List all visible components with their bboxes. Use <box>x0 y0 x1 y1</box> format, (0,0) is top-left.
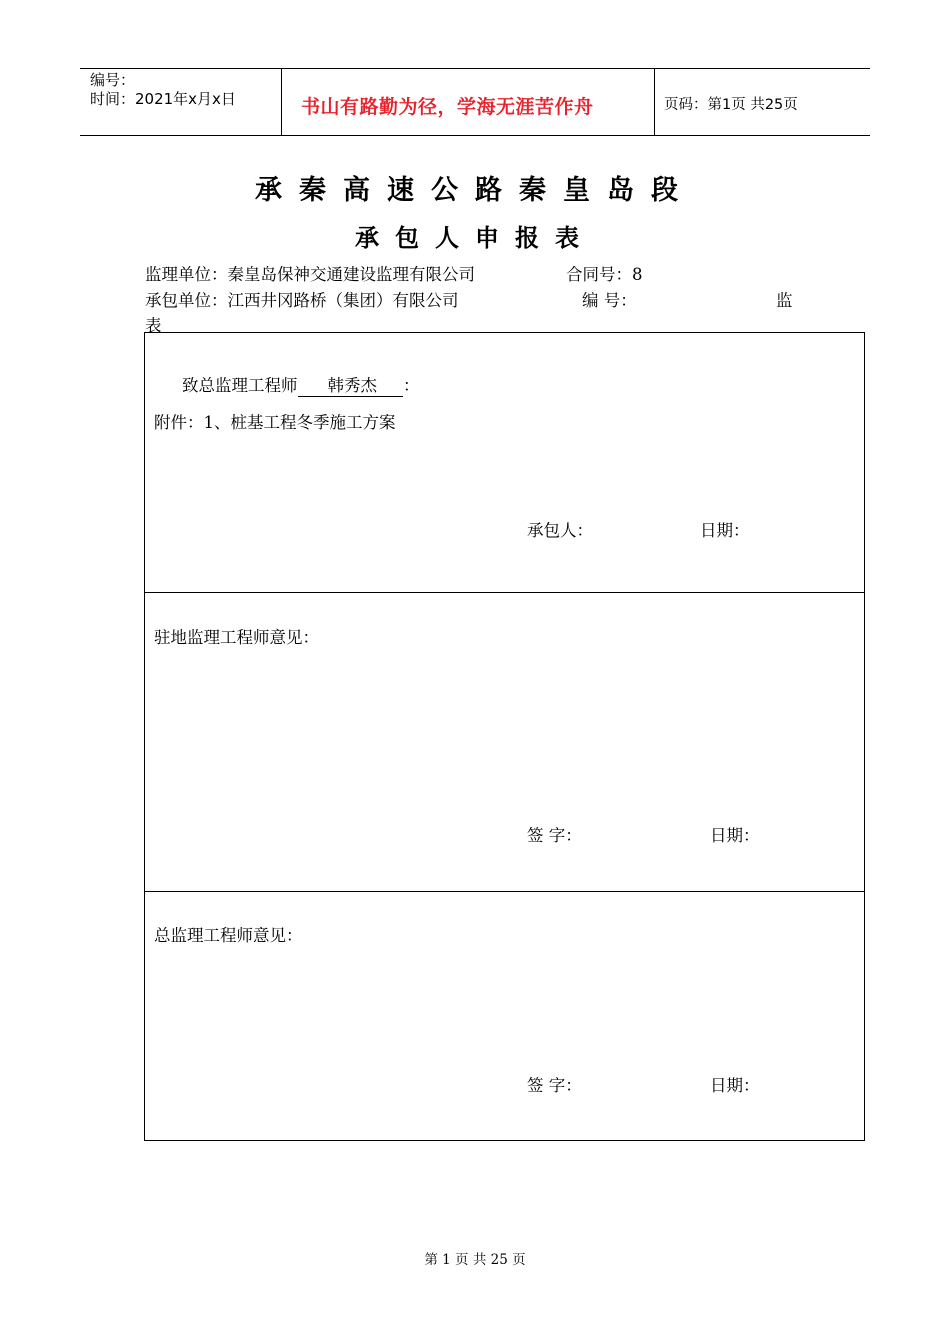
header-divider-left <box>281 68 282 136</box>
attachment-line: 附件：1、桩基工程冬季施工方案 <box>154 413 396 432</box>
resident-engineer-opinion-heading: 驻地监理工程师意见： <box>154 628 319 647</box>
contractor-unit: 承包单位：江西井冈路桥（集团）有限公司 <box>145 291 459 310</box>
document-subtitle: 承包人申报表 <box>355 224 595 252</box>
addressee-suffix: ： <box>403 376 420 395</box>
serial-label: 编号： <box>90 71 136 89</box>
form-code-part1: 监 <box>776 291 793 310</box>
section-divider-1 <box>144 592 865 593</box>
number-label: 编 号： <box>582 291 637 310</box>
contractor-signature-label: 承包人： <box>527 521 593 540</box>
document-title: 承秦高速公路秦皇岛段 <box>255 175 695 206</box>
chief-engineer-opinion-heading: 总监理工程师意见： <box>154 926 303 945</box>
footer-page-number: 第 1 页 共 25 页 <box>424 1252 526 1268</box>
time-label: 时间：2021年x月x日 <box>90 90 236 108</box>
section-divider-2 <box>144 891 865 892</box>
contract-number: 合同号：8 <box>566 265 643 284</box>
form-box <box>144 332 865 1141</box>
section2-date-label: 日期： <box>710 826 760 845</box>
supervisor-unit: 监理单位：秦皇岛保神交通建设监理有限公司 <box>145 265 475 284</box>
header-divider-right <box>654 68 655 136</box>
header-page-info: 页码：第1页 共25页 <box>664 97 798 113</box>
form-code-part2: 表 <box>145 316 162 335</box>
section1-date-label: 日期： <box>700 521 750 540</box>
section3-sign-label: 签 字： <box>527 1076 582 1095</box>
section2-sign-label: 签 字： <box>527 826 582 845</box>
header-bottom-rule <box>80 135 870 136</box>
engineer-name: 韩秀杰 <box>298 376 404 397</box>
addressee-line <box>182 372 420 397</box>
addressee-prefix: 致总监理工程师 <box>182 376 298 395</box>
header-top-rule <box>80 68 870 69</box>
section3-date-label: 日期： <box>710 1076 760 1095</box>
motto-text: 书山有路勤为径，学海无涯苦作舟 <box>301 96 594 118</box>
